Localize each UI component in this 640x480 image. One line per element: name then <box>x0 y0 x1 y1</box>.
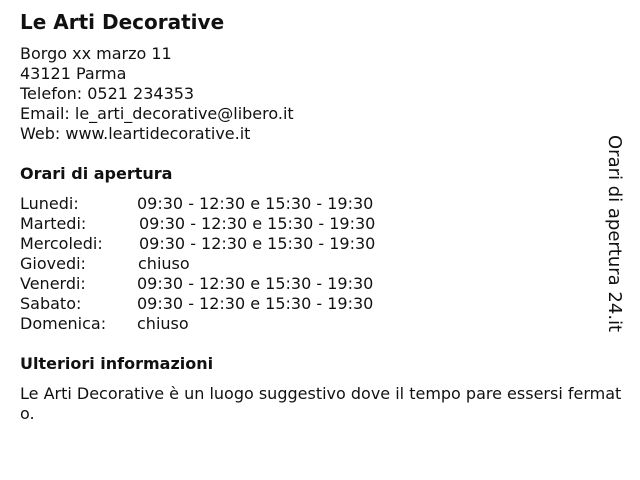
hours-value: chiuso <box>138 254 190 273</box>
hours-value: 09:30 - 12:30 e 15:30 - 19:30 <box>137 274 374 293</box>
web-line: Web: www.leartidecorative.it <box>20 124 251 143</box>
hours-value: 09:30 - 12:30 e 15:30 - 19:30 <box>139 234 376 253</box>
opening-hours-table <box>20 194 375 334</box>
address-street: Borgo xx marzo 11 <box>20 44 172 63</box>
hours-day: Domenica: <box>20 314 107 333</box>
business-name: Le Arti Decorative <box>20 10 225 34</box>
hours-day: Giovedi: <box>20 254 86 273</box>
contact-block <box>20 44 294 144</box>
more-info-text: Le Arti Decorative è un luogo suggestivo dove il tempo pare essersi fermato. <box>20 384 622 423</box>
hours-day: Mercoledi: <box>20 234 103 253</box>
hours-row <box>20 214 375 234</box>
hours-day: Lunedi: <box>20 194 79 213</box>
hours-day: Venerdi: <box>20 274 86 293</box>
email-line: Email: le_arti_decorative@libero.it <box>20 104 294 123</box>
hours-row <box>20 234 375 254</box>
hours-value: chiuso <box>137 314 189 333</box>
opening-hours-heading: Orari di apertura <box>20 164 173 183</box>
phone-line: Telefon: 0521 234353 <box>20 84 195 103</box>
hours-value: 09:30 - 12:30 e 15:30 - 19:30 <box>139 214 376 233</box>
address-city: 43121 Parma <box>20 64 127 83</box>
hours-row <box>20 254 375 274</box>
hours-row <box>20 274 375 294</box>
hours-value: 09:30 - 12:30 e 15:30 - 19:30 <box>137 294 374 313</box>
hours-row <box>20 294 375 314</box>
hours-row <box>20 314 375 334</box>
site-watermark: Orari di apertura 24.it <box>604 135 625 333</box>
hours-day: Sabato: <box>20 294 82 313</box>
hours-value: 09:30 - 12:30 e 15:30 - 19:30 <box>137 194 374 213</box>
more-info-heading: Ulteriori informazioni <box>20 354 214 373</box>
hours-day: Martedi: <box>20 214 87 233</box>
hours-row <box>20 194 375 214</box>
